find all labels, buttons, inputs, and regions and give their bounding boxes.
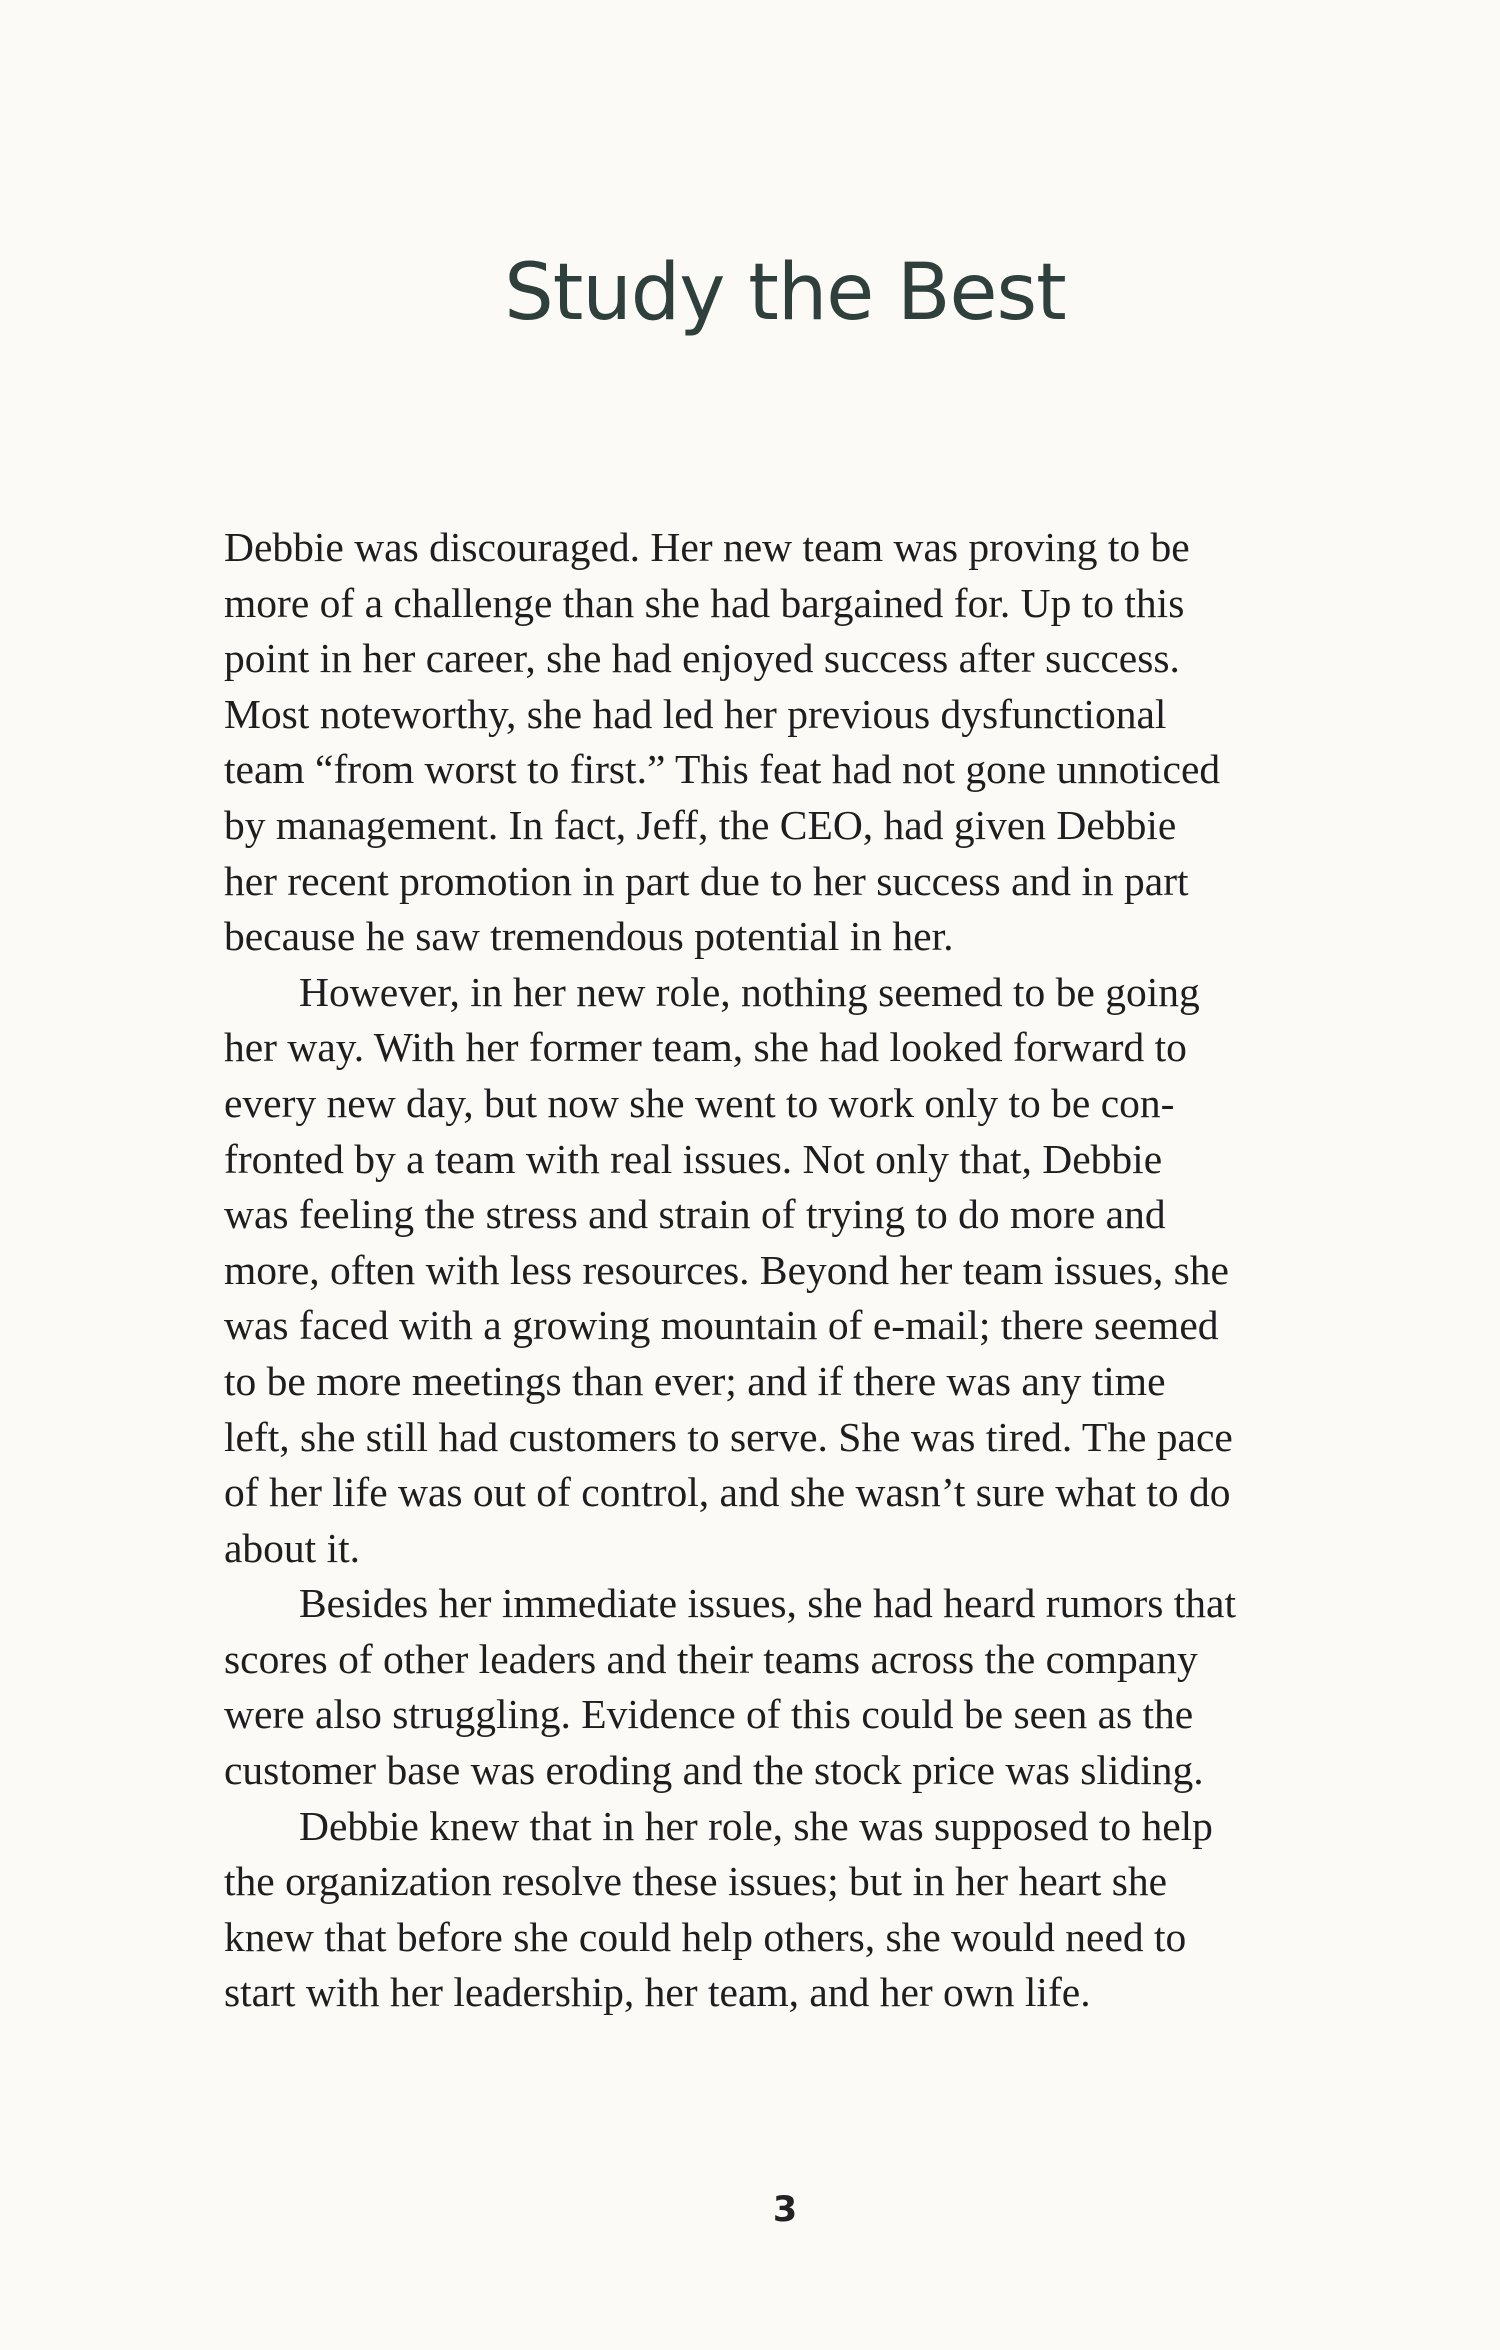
text-line: customer base was eroding and the stock price was sliding.	[224, 1747, 1204, 1794]
text-line: Debbie knew that in her role, she was supposed to help	[299, 1802, 1213, 1849]
body-text	[224, 520, 1354, 2021]
text-line: by management. In fact, Jeff, the CEO, had given Debbie	[224, 801, 1177, 848]
text-line: Most noteworthy, she had led her previous dysfunctional	[224, 690, 1167, 737]
text-line: scores of other leaders and their teams across the company	[224, 1635, 1198, 1682]
text-line: the organization resolve these issues; but in her heart she	[224, 1858, 1168, 1905]
chapter-title: Study the Best	[504, 248, 1066, 338]
text-line: of her life was out of control, and she wasn’t sure what to do	[224, 1469, 1231, 1516]
paragraph-1	[224, 520, 1354, 965]
text-line: to be more meetings than ever; and if there was any time	[224, 1357, 1166, 1404]
text-line: knew that before she could help others, she would need to	[224, 1913, 1187, 1960]
text-line: were also struggling. Evidence of this could be seen as the	[224, 1691, 1194, 1738]
text-line: However, in her new role, nothing seemed to be going	[299, 968, 1200, 1015]
text-line: about it.	[224, 1524, 361, 1571]
text-line: because he saw tremendous potential in her.	[224, 913, 954, 960]
page-number: 3	[772, 2190, 798, 2230]
text-line: more, often with less resources. Beyond her team issues, she	[224, 1246, 1229, 1293]
text-line: Besides her immediate issues, she had heard rumors that	[299, 1580, 1236, 1627]
paragraph-4	[224, 1799, 1354, 2021]
text-line: was faced with a growing mountain of e-mail; there seemed	[224, 1302, 1219, 1349]
text-line: Debbie was discouraged. Her new team was proving to be	[224, 524, 1190, 570]
text-line: more of a challenge than she had bargained for. Up to this	[224, 579, 1185, 626]
text-line: fronted by a team with real issues. Not only that, Debbie	[224, 1135, 1163, 1182]
paragraph-3	[224, 1576, 1354, 1798]
text-line: start with her leadership, her team, and her own life.	[224, 1969, 1091, 2016]
text-line: her recent promotion in part due to her success and in part	[224, 857, 1189, 904]
text-line: left, she still had customers to serve. She was tired. The pace	[224, 1413, 1233, 1460]
paragraph-2	[224, 965, 1354, 1577]
text-line: team “from worst to first.” This feat had not gone unnoticed	[224, 746, 1221, 793]
text-line: point in her career, she had enjoyed success after success.	[224, 635, 1180, 682]
text-line: her way. With her former team, she had looked forward to	[224, 1024, 1187, 1071]
text-line: every new day, but now she went to work only to be con-	[224, 1079, 1175, 1126]
text-line: was feeling the stress and strain of trying to do more and	[224, 1191, 1166, 1238]
